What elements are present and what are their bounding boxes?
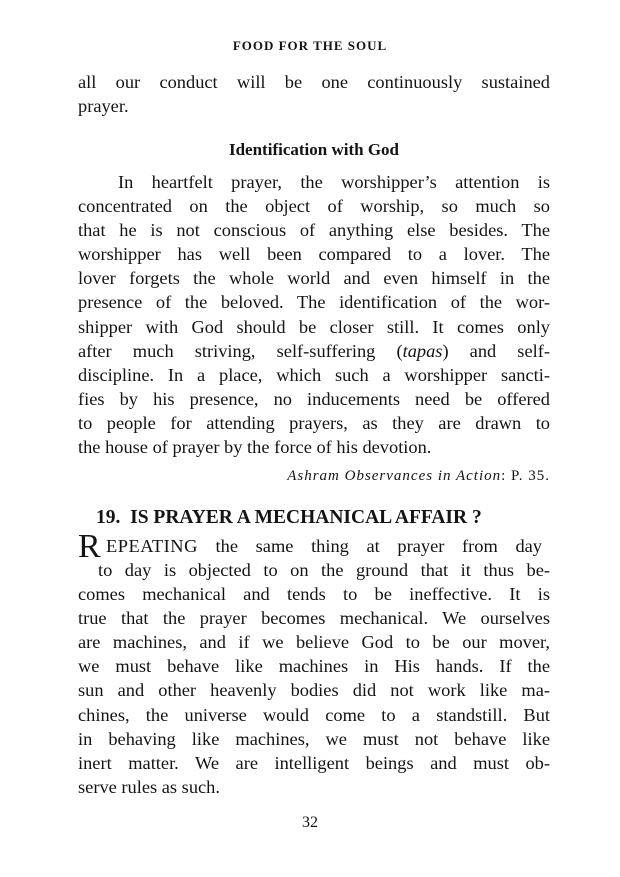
text-line: shipper with God should be closer still. It comes only — [78, 316, 550, 337]
chapter-body — [78, 558, 550, 799]
citation — [78, 468, 550, 485]
text-line: discipline. In a place, which such a worshipper sancti- — [78, 364, 550, 385]
citation-page: : P. 35. — [501, 468, 550, 484]
text-line: we must behave like machines in His hands. If the — [78, 656, 550, 677]
text-line: sun and other heavenly bodies did not work like ma- — [78, 680, 550, 701]
paragraph-identification — [78, 170, 550, 459]
text-line — [106, 534, 542, 558]
chapter-first-line — [106, 534, 542, 558]
text-segment: ) and self- — [442, 340, 550, 361]
page-number: 32 — [302, 814, 318, 831]
text-line: comes mechanical and tends to be ineffective. It is — [78, 584, 550, 605]
text-line: true that the prayer becomes mechanical. We ourselves — [78, 608, 550, 629]
text-line: serve rules as such. — [78, 776, 220, 797]
text-line-with-italic — [78, 339, 550, 363]
text-segment: after much striving, self-suffering ( — [78, 340, 403, 361]
text-line: that he is not conscious of anything else besides. The — [78, 220, 550, 241]
chapter-title — [96, 507, 556, 529]
first-word: EPEATING — [106, 536, 198, 556]
text-line: the house of prayer by the force of his devotion. — [78, 437, 432, 458]
chapter-number: 19. — [96, 507, 121, 528]
text-line: inert matter. We are intelligent beings and must ob- — [78, 752, 550, 773]
continuation-text — [78, 70, 550, 118]
text-line: all our conduct will be one continuously sustained — [78, 72, 550, 92]
italic-term: tapas — [402, 340, 443, 361]
text-line: fies by his presence, no inducements need be offered — [78, 388, 550, 409]
drop-cap: R — [78, 528, 101, 565]
chapter-title-text: IS PRAYER A MECHANICAL AFFAIR ? — [130, 507, 482, 528]
citation-source: Ashram Observances in Action — [287, 468, 502, 484]
text-line: presence of the beloved. The identification of the wor- — [78, 292, 550, 313]
text-segment: the same thing at prayer from day — [215, 536, 542, 556]
text-line: to people for attending prayers, as they are drawn to — [78, 412, 550, 433]
text-line: lover forgets the whole world and even himself in the — [78, 268, 550, 289]
text-line: prayer. — [78, 96, 129, 117]
text-line: to day is objected to on the ground that it thus be- — [98, 560, 550, 580]
text-line: worshipper has well been compared to a lover. The — [78, 244, 550, 265]
text-line: In heartfelt prayer, the worshipper’s attention is — [118, 172, 550, 192]
text-line: in behaving like machines, we must not behave like — [78, 728, 550, 749]
section-heading: Identification with God — [228, 140, 400, 159]
text-line: are machines, and if we believe God to be our mover, — [78, 632, 550, 653]
running-head: FOOD FOR THE SOUL — [232, 38, 388, 53]
text-line: concentrated on the object of worship, so much so — [78, 196, 550, 217]
text-line: chines, the universe would come to a standstill. But — [78, 704, 550, 725]
